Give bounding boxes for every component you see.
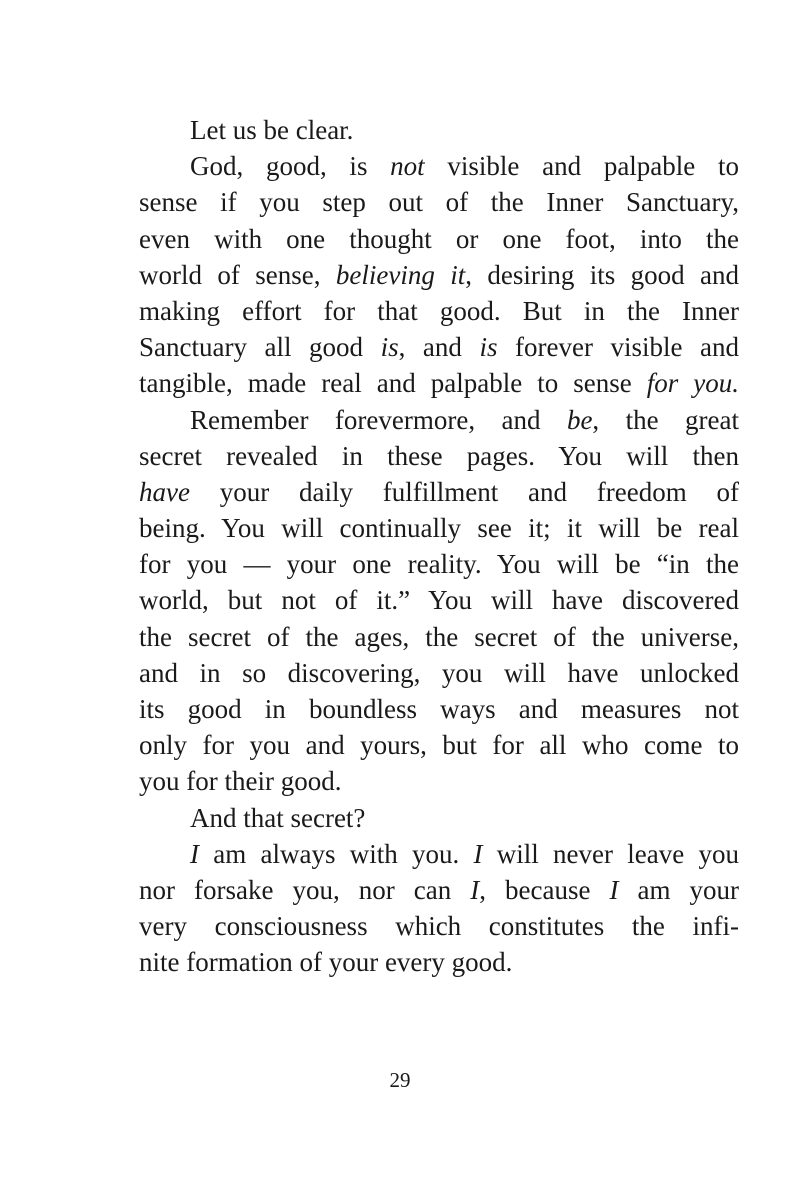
text-line xyxy=(139,402,739,438)
text-span: world, but not of it.” You will have discovered xyxy=(139,585,739,616)
text-span: even with one thought or one foot, into the xyxy=(139,223,739,254)
text-line xyxy=(139,546,739,582)
text-line xyxy=(139,582,739,618)
text-span: world of sense, xyxy=(139,259,336,290)
text-span: , the great xyxy=(592,404,739,435)
text-span: the secret of the ages, the secret of the universe, xyxy=(139,621,739,652)
italic-text: believing it xyxy=(335,259,466,290)
italic-text: be xyxy=(566,404,593,435)
italic-text: I xyxy=(470,874,480,905)
italic-text: for you. xyxy=(646,368,739,399)
text-span: only for you and yours, but for all who come to xyxy=(139,730,739,761)
text-span: , and xyxy=(398,332,480,363)
text-span: sense if you step out of the Inner Sanctuary, xyxy=(139,187,739,218)
text-span: being. You will continually see it; it will be real xyxy=(139,513,739,544)
text-span: secret revealed in these pages. You will then xyxy=(139,440,739,471)
text-span: God, good, is xyxy=(190,151,391,182)
text-span: Remember forevermore, and xyxy=(190,404,567,435)
text-line xyxy=(139,474,739,510)
text-span: am your xyxy=(618,874,739,905)
text-line xyxy=(139,763,739,799)
text-span: forever visible and xyxy=(497,332,740,363)
text-span: , desiring its good and xyxy=(465,259,739,290)
text-line xyxy=(139,438,739,474)
text-span: for you — your one reality. You will be “in the xyxy=(139,549,739,580)
text-line xyxy=(139,944,739,980)
body-text xyxy=(139,112,739,981)
italic-text: is xyxy=(380,332,399,363)
text-span: visible and palpable to xyxy=(424,151,739,182)
page-number: 29 xyxy=(389,1068,411,1092)
text-line xyxy=(139,908,739,944)
text-span: will never leave you xyxy=(482,838,739,869)
text-line xyxy=(139,727,739,763)
italic-text: I xyxy=(190,838,199,869)
text-span: very consciousness which constitutes the infi- xyxy=(139,911,739,942)
text-line xyxy=(139,257,739,293)
text-span: am always with you. xyxy=(199,838,474,869)
text-span: nor forsake you, nor can xyxy=(139,874,471,905)
text-span: Let us be clear. xyxy=(190,115,354,145)
text-span: you for their good. xyxy=(139,766,342,797)
text-line xyxy=(139,510,739,546)
italic-text: I xyxy=(609,874,619,905)
text-span: , because xyxy=(479,874,610,905)
text-line xyxy=(139,293,739,329)
text-span: And that secret? xyxy=(190,802,366,833)
text-span: Sanctuary all good xyxy=(139,332,381,363)
text-span: nite formation of your every good. xyxy=(139,947,513,978)
text-line xyxy=(139,221,739,257)
text-line xyxy=(139,800,739,836)
italic-text: have xyxy=(139,476,190,507)
text-line xyxy=(139,148,739,184)
text-line xyxy=(139,365,739,401)
text-span: your daily fulfillment and freedom of xyxy=(189,476,739,507)
italic-text: is xyxy=(479,332,498,363)
italic-text: not xyxy=(390,151,425,182)
text-span: its good in boundless ways and measures not xyxy=(139,694,739,724)
text-line xyxy=(139,619,739,655)
text-line xyxy=(139,691,739,727)
text-span: tangible, made real and palpable to sense xyxy=(139,368,647,399)
text-span: making effort for that good. But in the Inner xyxy=(139,295,739,326)
italic-text: I xyxy=(473,838,483,869)
text-line xyxy=(139,655,739,691)
text-span: and in so discovering, you will have unlocked xyxy=(139,657,739,688)
text-line xyxy=(139,872,739,908)
text-line xyxy=(139,329,739,365)
text-line xyxy=(139,184,739,220)
text-line xyxy=(139,836,739,872)
text-line xyxy=(139,112,739,148)
